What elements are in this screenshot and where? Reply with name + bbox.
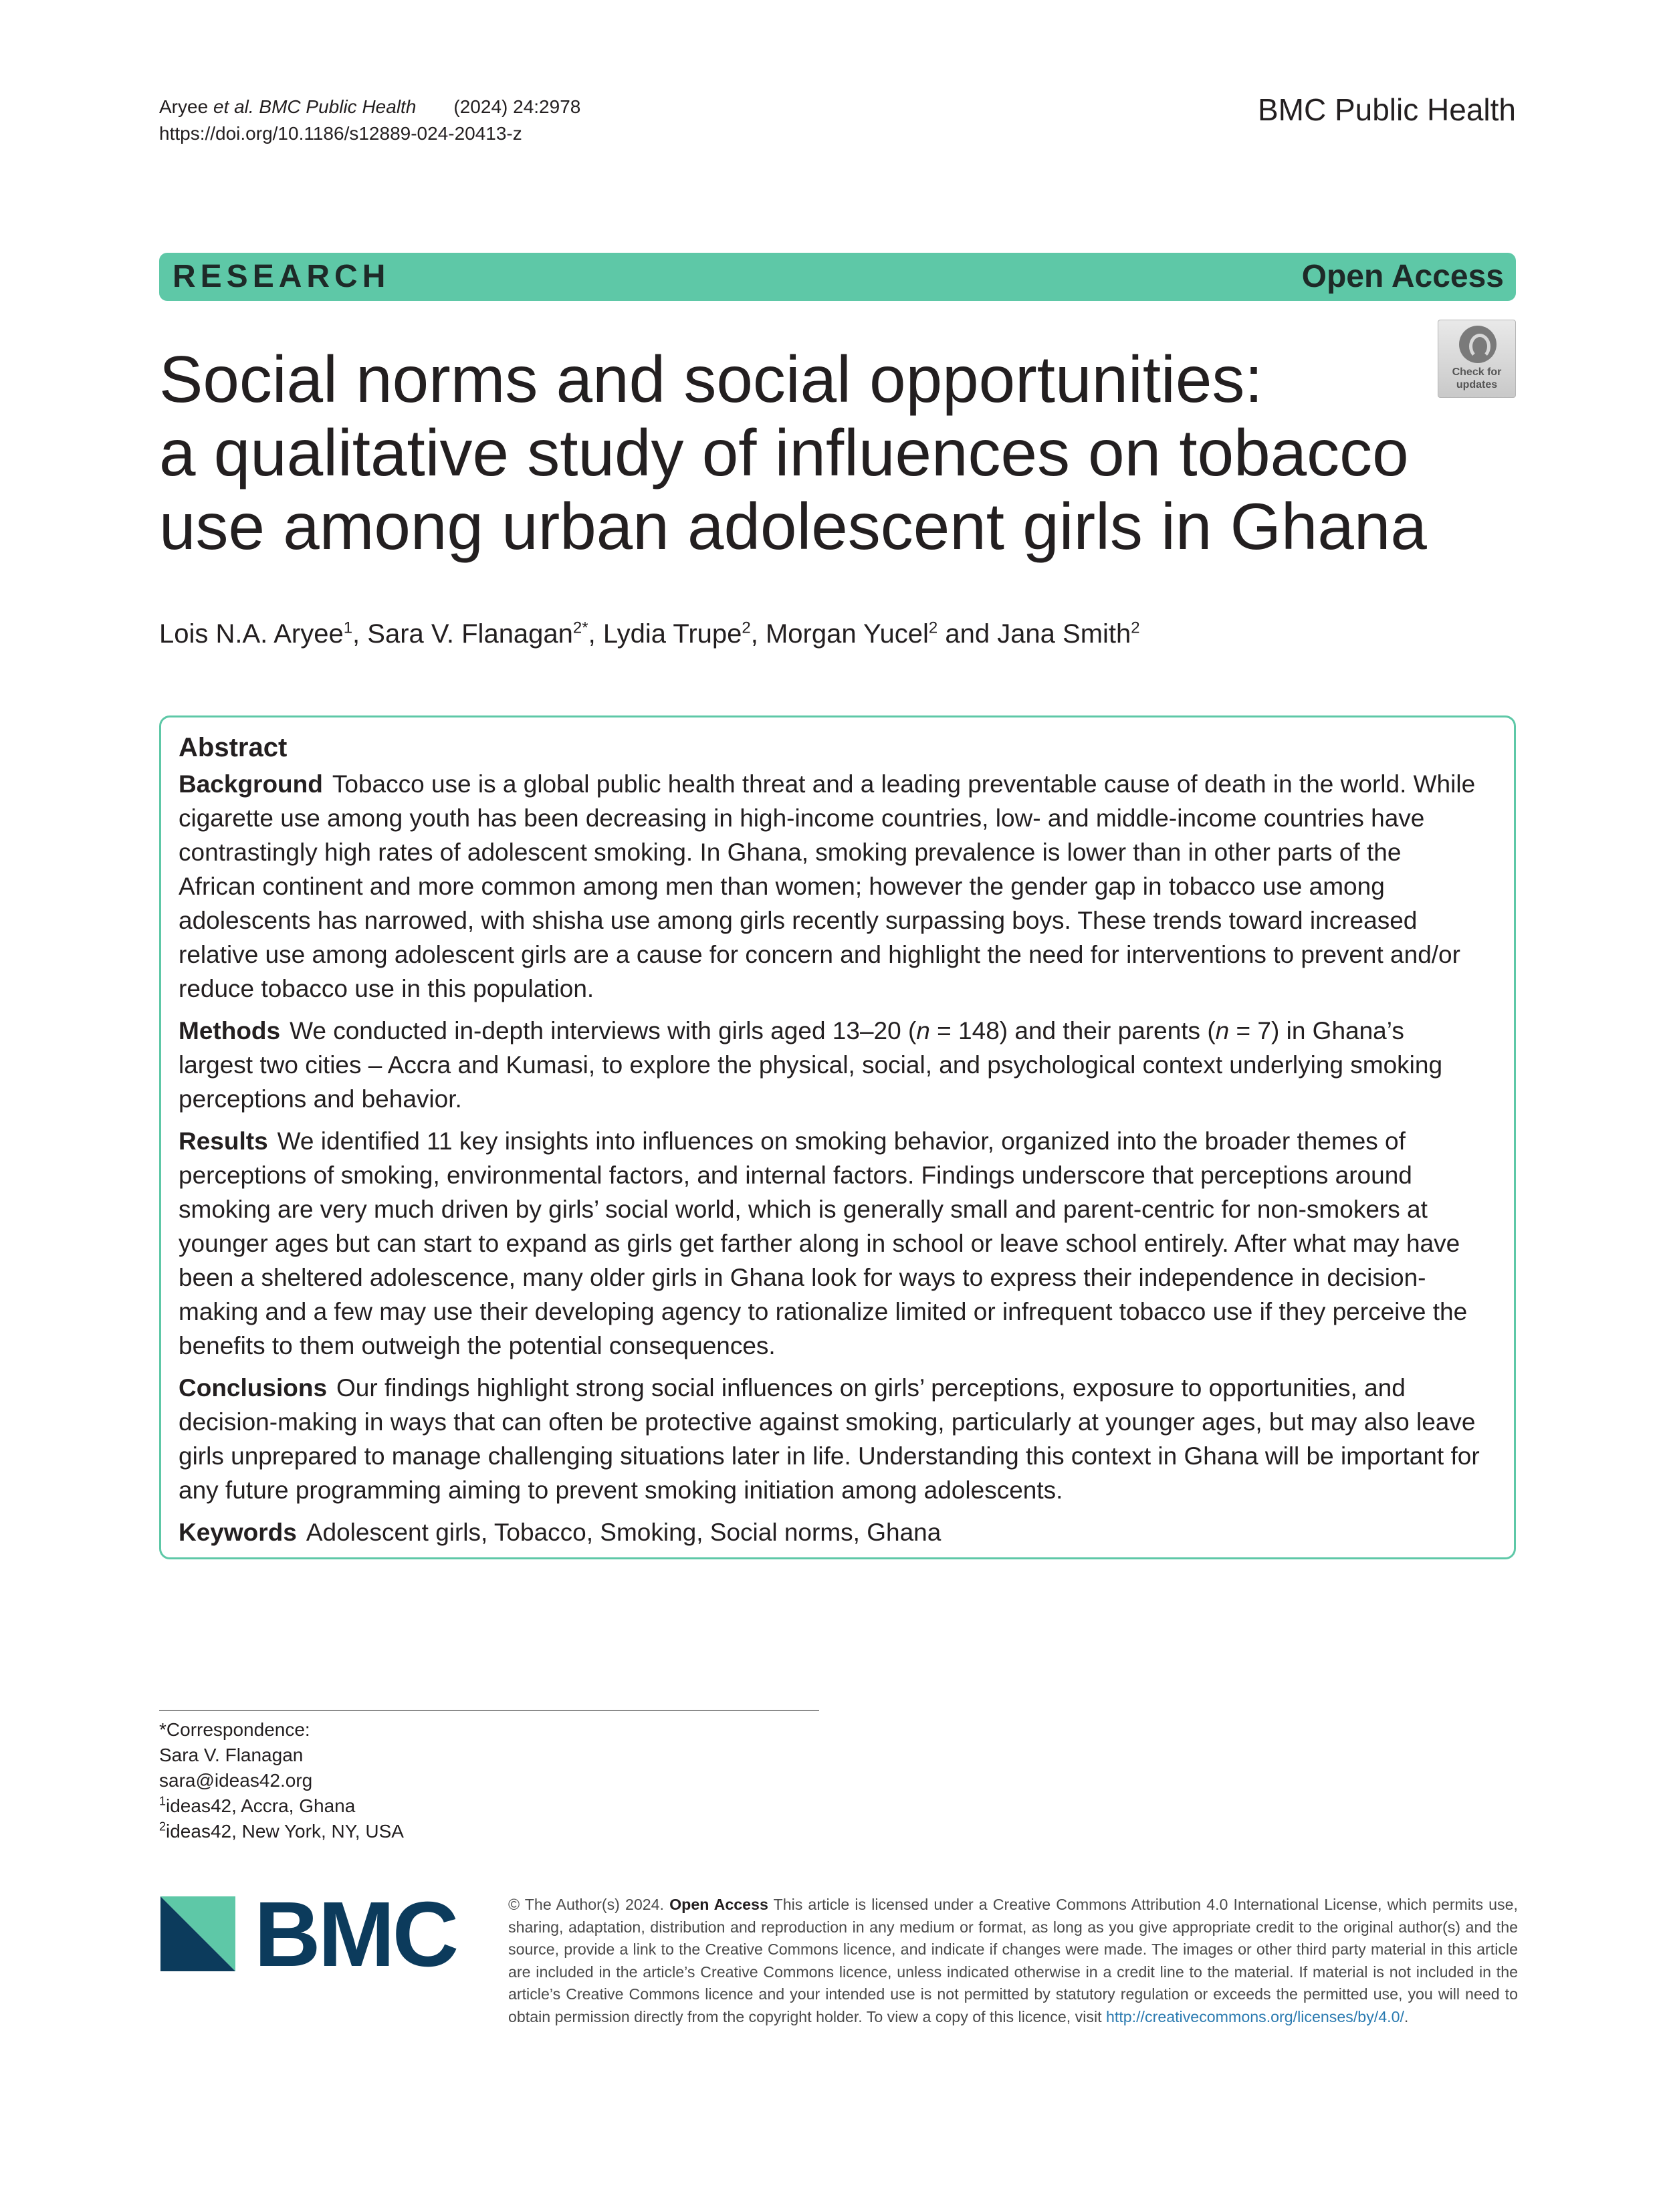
article-type-banner <box>159 253 1516 301</box>
citation-journal: et al. BMC Public Health <box>213 96 417 117</box>
author-list: Lois N.A. Aryee$^1$, Sara V. Flanagan$^{2*}$, Lydia Trupe$^2$, Morgan Yucel$^2$ and Jana Smith$^2$ <box>159 619 1140 649</box>
title-line-2: a qualitative study of influences on tobacco <box>159 416 1409 489</box>
conclusions-text: Our findings highlight strong social influences on girls’ perceptions, exposure to opportunities, and decision-making in ways that can often be protective against smoking, particularly at younger ages, but may also leave girls unprepared to manage challenging situations later in life. Understanding this context in Ghana will be important for any future programming aiming to prevent smoking initiation among adolescents. <box>179 1374 1480 1504</box>
author-name[interactable]: Morgan Yucel <box>765 619 929 649</box>
author-name[interactable]: Jana Smith <box>997 619 1131 649</box>
license-link[interactable]: http://creativecommons.org/licenses/by/4.0/ <box>1106 2007 1404 2025</box>
results-text: We identified 11 key insights into influences on smoking behavior, organized into the broader themes of perceptions of smoking, environmental factors, and internal factors. Findings underscore that perceptions around smoking are very much driven by girls’ social world, which is generally small and parent-centric for non-smokers at younger ages but can start to expand as girls get farther along in school or leave school entirely. After what may have been a sheltered adolescence, many older girls in Ghana look for ways to express their independence in decision-making and a few may use their developing agency to rationalize limited or infrequent tobacco use if they perceive the benefits to them outweigh the potential consequences. <box>179 1127 1468 1359</box>
keywords-label: Keywords <box>179 1519 297 1546</box>
logo-text: BMC <box>254 1896 457 1971</box>
abstract-heading: Abstract <box>179 733 288 762</box>
background-text: Tobacco use is a global public health threat and a leading preventable cause of death in the world. While cigarette use among youth has been decreasing in high-income countries, low- and middle-income countries have contrastingly high rates of adolescent smoking. In Ghana, smoking prevalence is lower than in other parts of the African continent and more common among men than women; however the gender gap in tobacco use among adolescents has narrowed, with shisha use among girls recently surpassing boys. These trends toward increased relative use among adolescent girls are a cause for concern and highlight the need for interventions to prevent and/or reduce tobacco use in this population. <box>179 770 1476 1002</box>
check-for-updates-icon <box>1459 326 1497 363</box>
author-name[interactable]: Lydia Trupe <box>602 619 742 649</box>
check-for-updates-label: Check for updates <box>1452 366 1502 391</box>
affiliation-2: $^2$ideas42, New York, NY, USA <box>159 1819 404 1842</box>
license-text: © The Author(s) 2024. Open Access This article is licensed under a Creative Commons Attribution 4.0 International License, which permits use, sharing, adaptation, distribution and reproduction in any medium or format, as long as you give appropriate credit to the original author(s) and the source, provide a link to the Creative Commons licence, and indicate if changes were made. The images or other third party material in this article are included in the article’s Creative Commons licence, unless indicated otherwise in a credit line to the material. If material is not included in the article’s Creative Commons licence and your intended use is not permitted by statutory regulation or exceeds the permitted use, you will need to obtain permission directly from the copyright holder. To view a copy of this licence, visit http://creativecommons.org/licenses/by/4.0/. <box>508 1896 1518 2025</box>
affiliation-1: $^1$ideas42, Accra, Ghana <box>159 1794 356 1816</box>
license-open-access: Open Access <box>669 1896 768 1913</box>
correspondence-email[interactable]: sara@ideas42.org <box>159 1770 313 1791</box>
abstract-conclusions <box>179 1371 1482 1507</box>
correspondence-divider <box>159 1710 819 1711</box>
article-type-label: RESEARCH <box>173 259 391 294</box>
title-line-1: Social norms and social opportunities: <box>159 342 1263 416</box>
author-affiliation: 1 <box>343 619 353 637</box>
abstract-box <box>159 715 1516 1559</box>
open-access-label: Open Access <box>1301 259 1504 294</box>
author-affiliation: 2 <box>1131 619 1140 637</box>
bmc-logo <box>160 1896 465 1971</box>
abstract-background <box>179 767 1482 1006</box>
citation-header <box>159 94 580 147</box>
citation-volume: (2024) 24:2978 <box>453 96 581 117</box>
correspondence-label: *Correspondence: <box>159 1719 310 1740</box>
background-label: Background <box>179 770 323 798</box>
abstract-keywords <box>179 1515 1482 1549</box>
abstract-methods: Methods We conducted in-depth interviews with girls aged 13–20 (n = 148) and their parents (n = 7) in Ghana’s largest two cities – Accra and Kumasi, to explore the physical, social, and psychological context underlying smoking perceptions and behavior. <box>179 1017 1443 1113</box>
author-name[interactable]: Sara V. Flanagan <box>367 619 573 649</box>
journal-name: BMC Public Health <box>1257 92 1516 127</box>
citation-line <box>159 94 580 120</box>
results-label: Results <box>179 1127 268 1155</box>
article-title <box>159 342 1430 563</box>
methods-label: Methods <box>179 1017 281 1044</box>
keywords-text: Adolescent girls, Tobacco, Smoking, Social norms, Ghana <box>306 1519 942 1546</box>
correspondence-name: Sara V. Flanagan <box>159 1745 304 1765</box>
title-line-3: use among urban adolescent girls in Ghana <box>159 489 1427 563</box>
abstract-results <box>179 1124 1482 1363</box>
author-affiliation: 2 <box>928 619 938 637</box>
citation-authors: Aryee <box>159 96 213 117</box>
conclusions-label: Conclusions <box>179 1374 328 1402</box>
correspondence-block <box>159 1717 404 1844</box>
doi-link[interactable]: https://doi.org/10.1186/s12889-024-20413-z <box>159 123 522 144</box>
author-name[interactable]: Lois N.A. Aryee <box>159 619 344 649</box>
check-for-updates-button[interactable] <box>1438 320 1516 398</box>
author-affiliation: 2 <box>742 619 751 637</box>
author-affiliation: 2* <box>572 619 588 637</box>
